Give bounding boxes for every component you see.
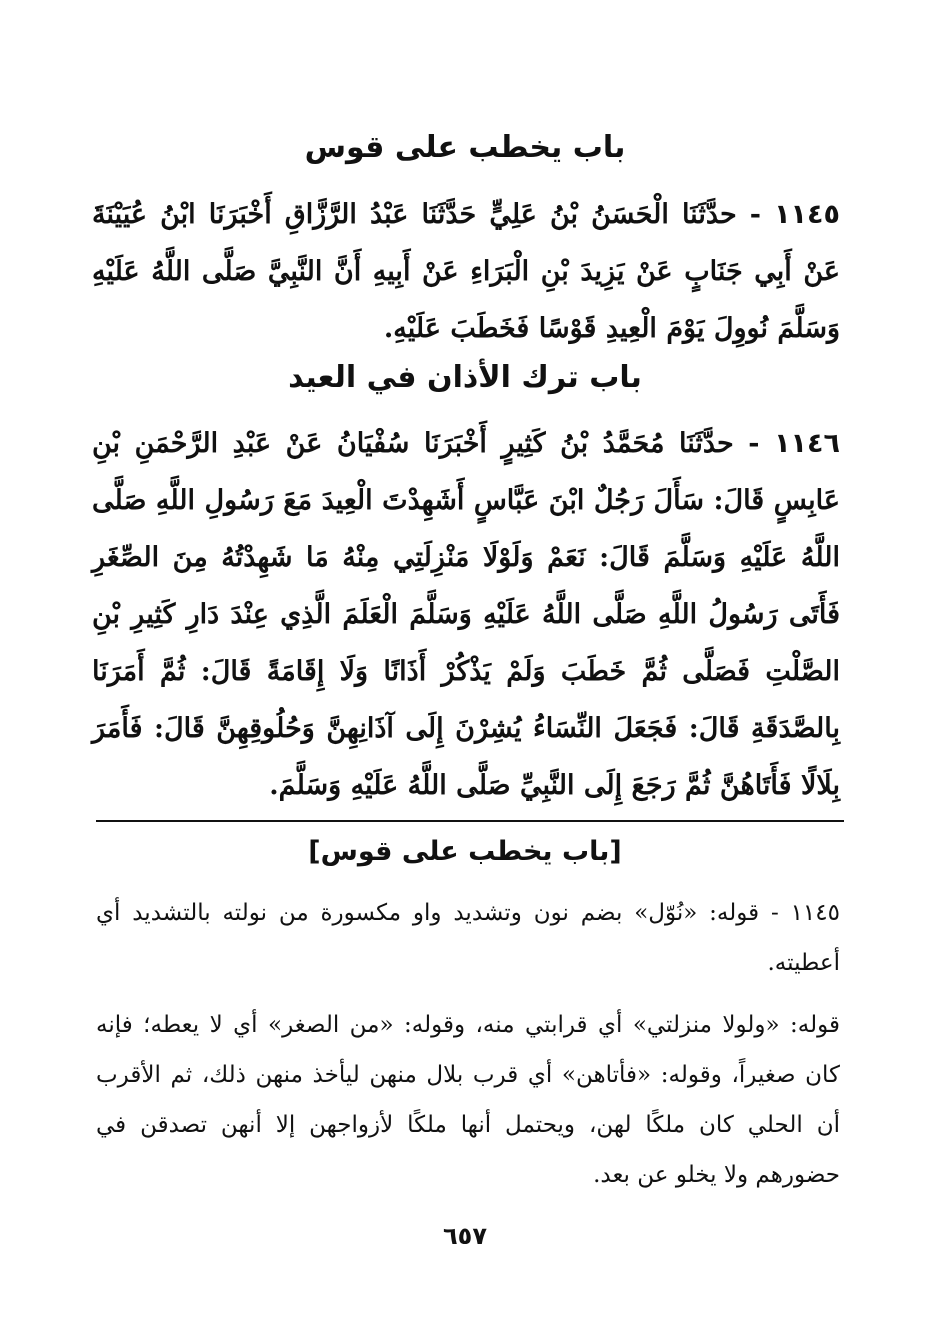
hadith-1146	[92, 415, 840, 814]
hadith-text: - حدَّثَنَا الْحَسَنُ بْنُ عَلِيٍّ حَدَّثَنَا عَبْدُ الرَّزَّاقِ أَخْبَرَنَا ابْنُ عُيَيْنَةَ عَنْ أَبِي جَنَابٍ عَنْ يَزِيدَ بْنِ الْبَرَاءِ عَنْ أَبِيهِ أَنَّ النَّبِيَّ صَلَّى اللَّهُ عَلَيْهِ وَسَلَّمَ نُووِلَ يَوْمَ الْعِيدِ قَوْسًا فَخَطَبَ عَلَيْهِ.	[92, 199, 840, 344]
commentary-note-2: قوله: «ولولا منزلتي» أي قرابتي منه، وقوله: «من الصغر» أي لا يعطه؛ فإنه كان صغيراً، وقوله: «فأتاهن» أي قرب بلال منهن ليأخذ منهن ذلك، ثم الأقرب أن الحلي كان ملكًا لهن، ويحتمل أنها ملكًا لأزواجهن إلا أنهن تصدقن في حضورهم ولا يخلو عن بعد.	[96, 1012, 840, 1188]
hadith-text: - حدَّثَنَا مُحَمَّدُ بْنُ كَثِيرٍ أَخْبَرَنَا سُفْيَانُ عَنْ عَبْدِ الرَّحْمَنِ بْنِ عَابِسٍ قَالَ: سَأَلَ رَجُلٌ ابْنَ عَبَّاسٍ أَشَهِدْتَ الْعِيدَ مَعَ رَسُولِ اللَّهِ صَلَّى اللَّهُ عَلَيْهِ وَسَلَّمَ قَالَ: نَعَمْ وَلَوْلَا مَنْزِلَتِي مِنْهُ مَا شَهِدْتُهُ مِنَ الصِّغَرِ فَأَتَى رَسُولُ اللَّهِ صَلَّى اللَّهُ عَلَيْهِ وَسَلَّمَ الْعَلَمَ الَّذِي عِنْدَ دَارِ كَثِيرِ بْنِ الصَّلْتِ فَصَلَّى ثُمَّ خَطَبَ وَلَمْ يَذْكُرْ أَذَانًا وَلَا إِقَامَةً قَالَ: ثُمَّ أَمَرَنَا بِالصَّدَقَةِ قَالَ: فَجَعَلَ النِّسَاءُ يُشِرْنَ إِلَى آذَانِهِنَّ وَحُلُوقِهِنَّ قَالَ: فَأَمَرَ بِلَالًا فَأَتَاهُنَّ ثُمَّ رَجَعَ إِلَى النَّبِيِّ صَلَّى اللَّهُ عَلَيْهِ وَسَلَّمَ.	[92, 428, 840, 801]
note-text: - قوله: «نُوّل» بضم نون وتشديد واو مكسورة من نولته بالتشديد أي أعطيته.	[96, 900, 840, 976]
commentary-heading: [باب يخطب على قوس]	[308, 836, 622, 867]
footnote-divider	[96, 820, 844, 822]
hadith-number: ١١٤٦	[774, 428, 840, 459]
hadith-1145	[92, 186, 840, 357]
commentary-note-1	[96, 888, 840, 988]
chapter-heading-2: باب ترك الأذان في العيد	[288, 360, 642, 395]
note-number: ١١٤٥	[790, 900, 840, 926]
chapter-heading-1: باب يخطب على قوس	[304, 130, 626, 165]
page-number: ٦٥٧	[443, 1222, 487, 1250]
hadith-number: ١١٤٥	[774, 199, 840, 230]
